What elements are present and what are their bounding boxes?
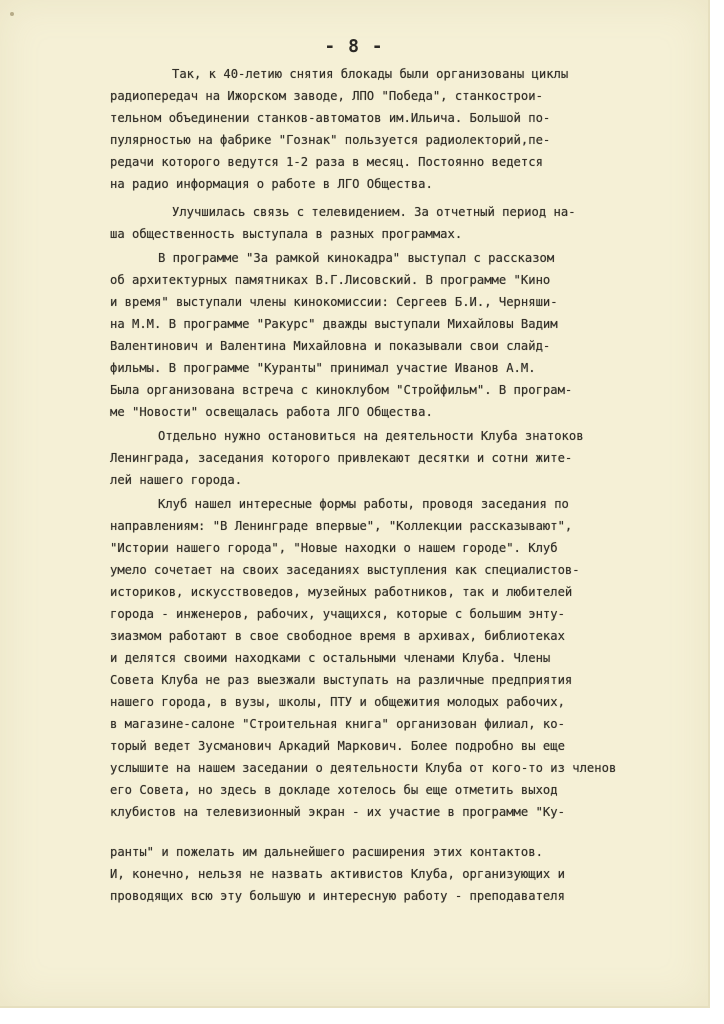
text-line: города - инженеров, рабочих, учащихся, которые с большим энту- [110,607,565,621]
text-line: пулярностью на фабрике "Гознак" пользуется радиолекторий,пе- [110,133,551,147]
text-line: Была организована встреча с киноклубом "Стройфильм". В програм- [110,383,573,397]
text-line: редачи которого ведутся 1-2 раза в месяц. Постоянно ведется [110,155,543,169]
text-line: ме "Новости" освещалась работа ЛГО Общества. [110,405,433,419]
text-line: торый ведет Зусманович Аркадий Маркович. Более подробно вы еще [110,739,565,753]
text-line: Клуб нашел интересные формы работы, проводя заседания по [158,497,569,511]
text-line: направлениям: "В Ленинграде впервые", "Коллекции рассказывают", [110,519,573,533]
text-line: проводящих всю эту большую и интересную работу - преподавателя [110,889,565,903]
text-line: зиазмом работают в свое свободное время в архивах, библиотеках [110,629,565,643]
text-line: Улучшилась связь с телевидением. За отчетный период на- [172,205,576,219]
page-number: - 8 - [324,36,384,57]
text-line: В программе "За рамкой кинокадра" выступал с рассказом [158,251,555,265]
text-line: фильмы. В программе "Куранты" принимал участие Иванов А.М. [110,361,536,375]
text-line: в магазине-салоне "Строительная книга" организован филиал, ко- [110,717,565,731]
text-line: Совета Клуба не раз выезжали выступать на различные предприятия [110,673,573,687]
text-line: тельном объединении станков-автоматов им.Ильича. Большой по- [110,111,551,125]
text-line: радиопередач на Ижорском заводе, ЛПО "Победа", станкострои- [110,89,543,103]
text-line: на радио информация о работе в ЛГО Общества. [110,177,433,191]
text-line: на М.М. В программе "Ракурс" дважды выступали Михайловы Вадим [110,317,558,331]
text-line: ша общественность выступала в разных программах. [110,227,463,241]
text-line: историков, искусствоведов, музейных работников, так и любителей [110,585,573,599]
text-line: "Истории нашего города", "Новые находки о нашем городе". Клуб [110,541,558,555]
text-line: Отдельно нужно остановиться на деятельности Клуба знатоков [158,429,584,443]
text-line: Валентинович и Валентина Михайловна и показывали свои слайд- [110,339,551,353]
text-line: лей нашего города. [110,473,243,487]
text-line: его Совета, но здесь в докладе хотелось бы еще отметить выход [110,783,558,797]
text-line: Так, к 40-летию снятия блокады были организованы циклы [172,67,569,81]
text-line: ранты" и пожелать им дальнейшего расширения этих контактов. [110,845,543,859]
text-line: умело сочетает на своих заседаниях выступления как специалистов- [110,563,580,577]
text-line: И, конечно, нельзя не назвать активистов Клуба, организующих и [110,867,565,881]
text-line: об архитектурных памятниках В.Г.Лисовский. В программе "Кино [110,273,551,287]
text-line: услышите на нашем заседании о деятельности Клуба от кого-то из членов [110,761,617,775]
text-line: и время" выступали члены кинокомиссии: Сергеев Б.И., Черняши- [110,295,558,309]
text-line: Ленинграда, заседания которого привлекают десятки и сотни жите- [110,451,573,465]
text-line: клубистов на телевизионный экран - их участие в программе "Ку- [110,805,565,819]
text-line: нашего города, в вузы, школы, ПТУ и общежития молодых рабочих, [110,695,565,709]
text-line: и делятся своими находками с остальными членами Клуба. Члены [110,651,551,665]
